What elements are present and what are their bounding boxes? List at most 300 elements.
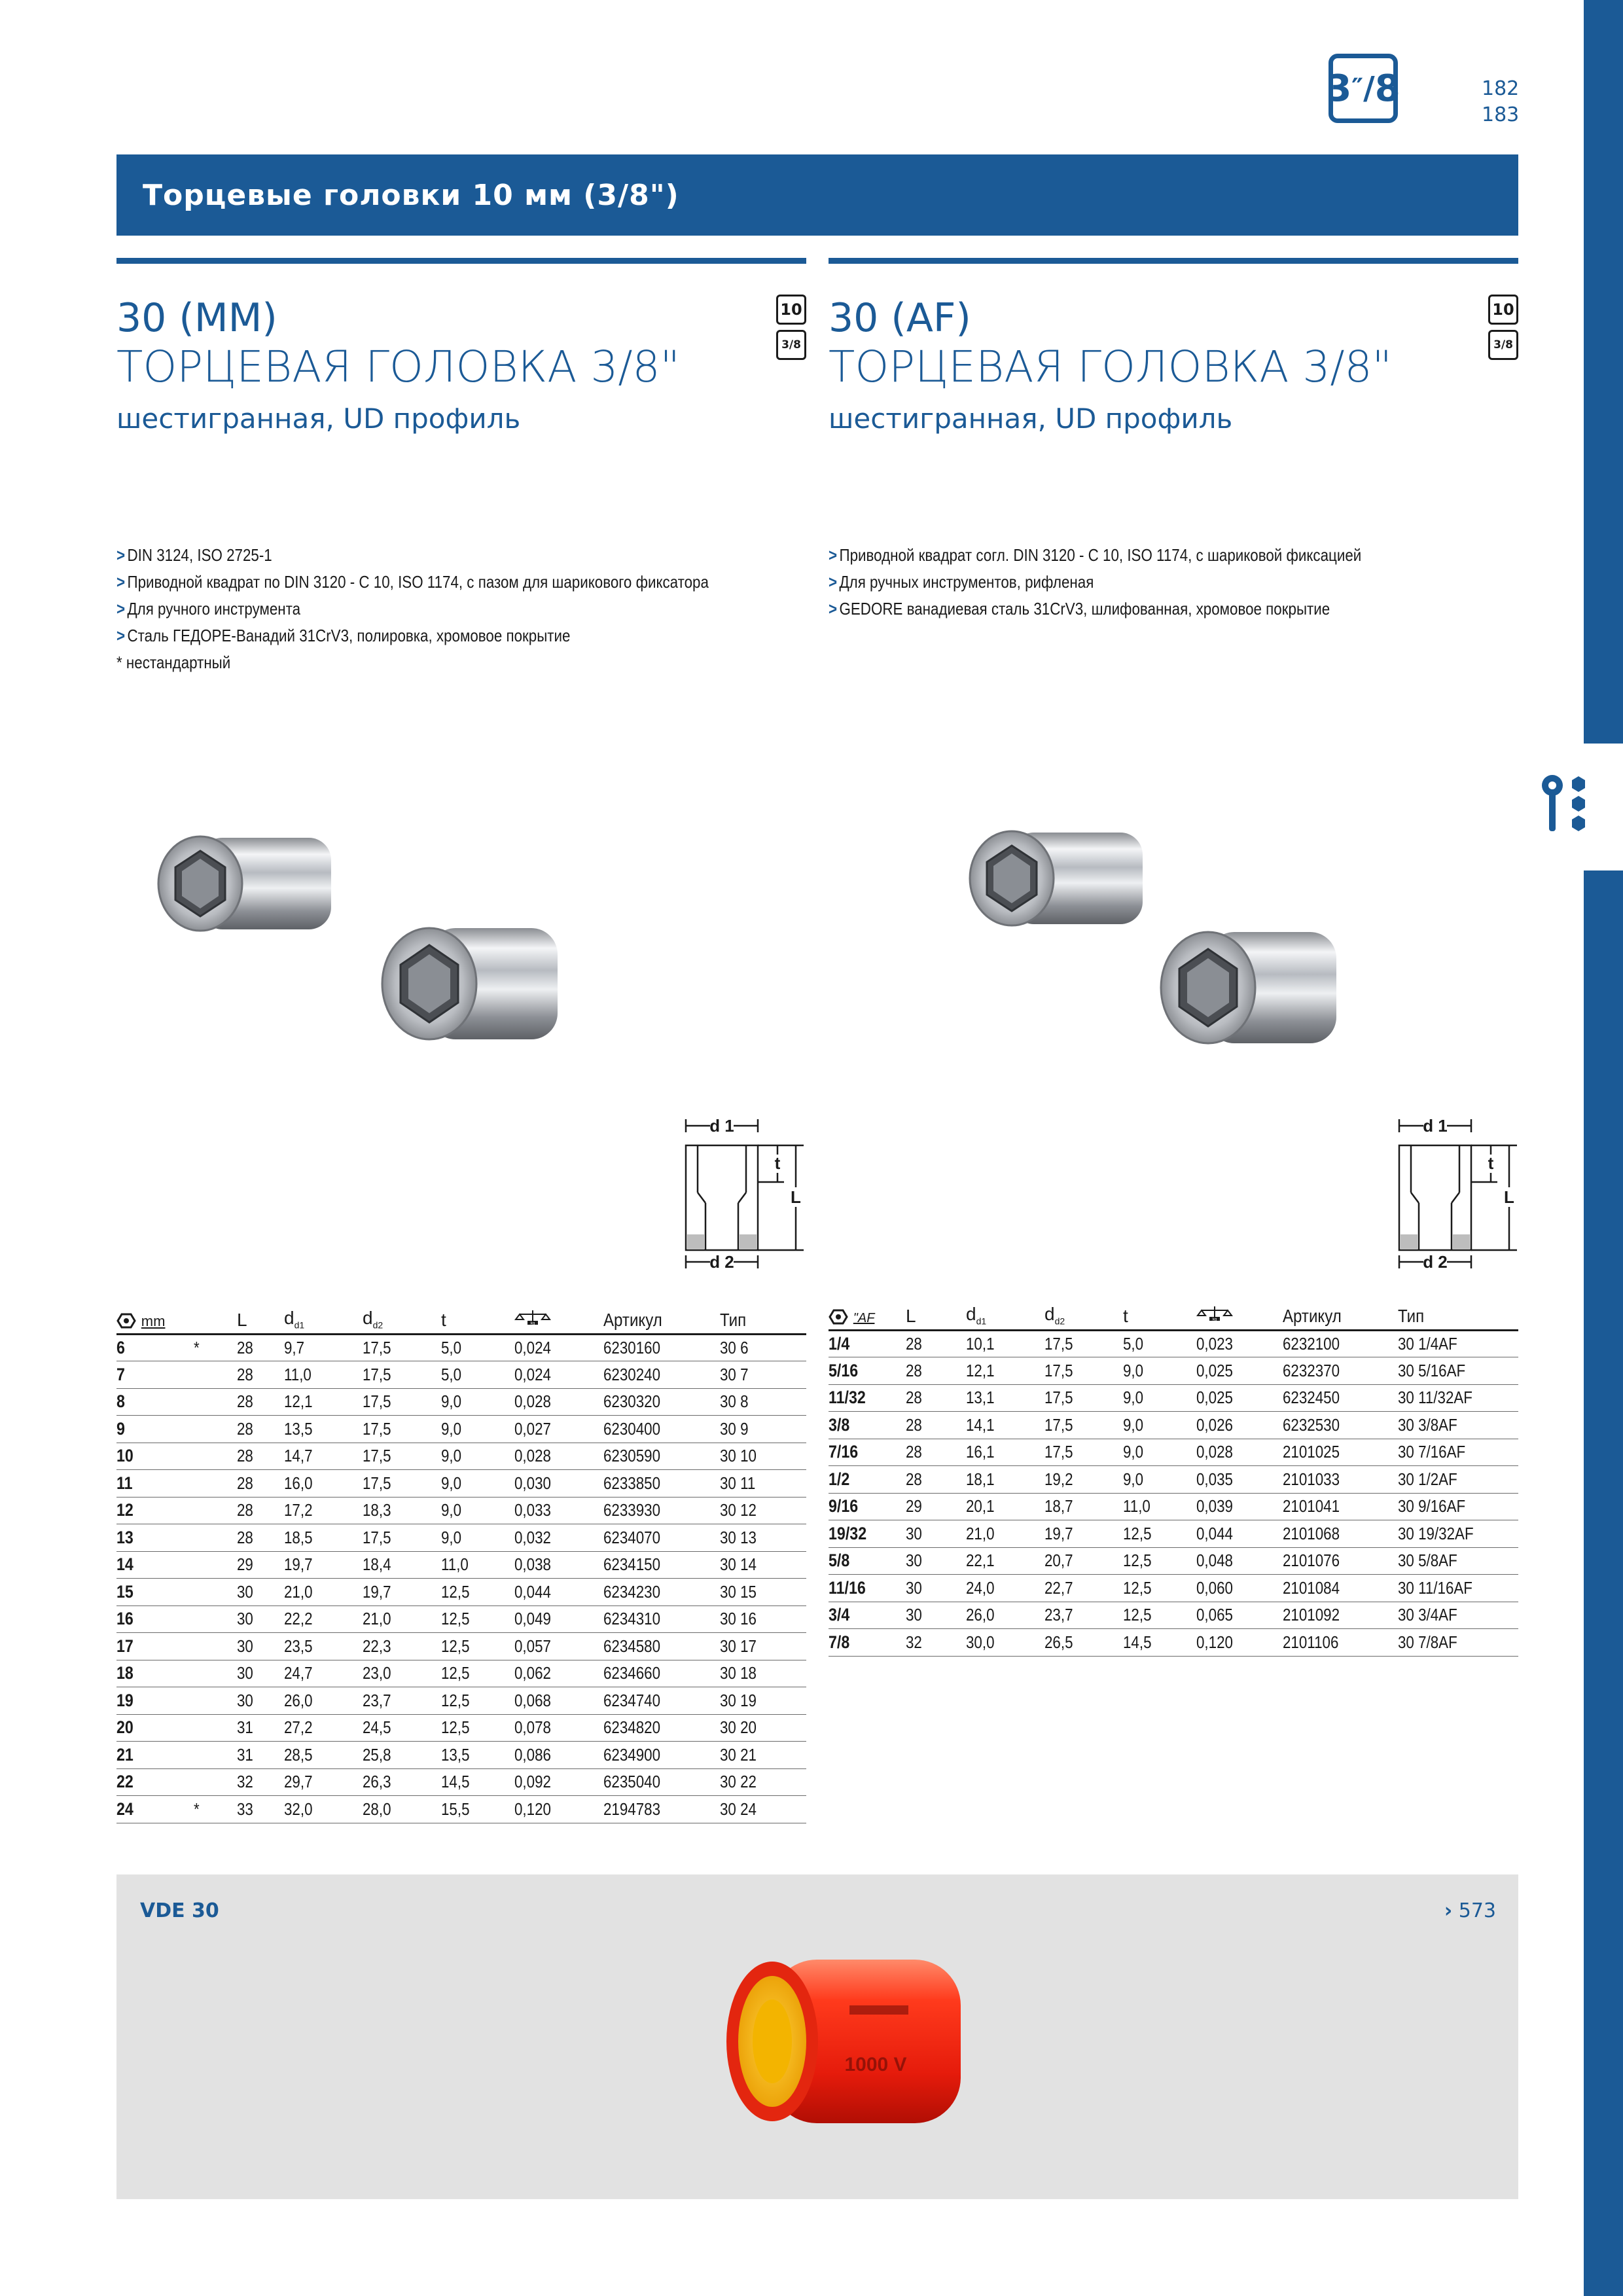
table-cell: 6 bbox=[116, 1334, 194, 1361]
scale-icon bbox=[514, 1309, 551, 1326]
table-cell: 6234310 bbox=[603, 1605, 720, 1633]
table-cell: 30 13 bbox=[720, 1524, 806, 1552]
vde-socket-image bbox=[712, 1946, 987, 2143]
table-cell: 12,5 bbox=[441, 1579, 514, 1606]
table-cell: 20,7 bbox=[1044, 1547, 1123, 1575]
table-cell: 0,025 bbox=[1196, 1357, 1283, 1385]
product-code: 30 (AF) bbox=[829, 295, 971, 341]
table-cell bbox=[194, 1660, 237, 1687]
col-d1: $d_{d1}$ bbox=[284, 1305, 363, 1334]
table-cell: 5/8 bbox=[829, 1547, 906, 1575]
table-row bbox=[116, 1579, 806, 1606]
col-length: L bbox=[237, 1305, 284, 1334]
drive-badge-10: 10 bbox=[1488, 295, 1518, 325]
table-cell: 2101068 bbox=[1283, 1520, 1398, 1548]
table-cell: 0,086 bbox=[514, 1742, 603, 1769]
table-cell: 13,1 bbox=[966, 1384, 1044, 1412]
table-cell: 16,1 bbox=[966, 1439, 1044, 1466]
table-cell: 9,0 bbox=[441, 1524, 514, 1552]
table-row bbox=[116, 1443, 806, 1470]
table-cell: 19,7 bbox=[363, 1579, 441, 1606]
table-row bbox=[116, 1551, 806, 1579]
col-size-label: mm bbox=[141, 1312, 166, 1329]
feature-item: > Сталь ГЕДОРЕ-Ванадий 31CrV3, полировка, хромовое покрытие bbox=[116, 626, 571, 645]
badge-mark: ″ bbox=[1351, 73, 1364, 103]
table-cell: 5,0 bbox=[441, 1361, 514, 1389]
table-cell: 28 bbox=[237, 1334, 284, 1361]
table-row bbox=[116, 1497, 806, 1524]
table-cell: 0,060 bbox=[1196, 1575, 1283, 1602]
table-cell: 2101025 bbox=[1283, 1439, 1398, 1466]
table-cell: 0,023 bbox=[1196, 1330, 1283, 1357]
table-cell: 17 bbox=[116, 1633, 194, 1660]
product-left bbox=[116, 258, 806, 672]
table-cell bbox=[194, 1361, 237, 1389]
table-cell: 6230240 bbox=[603, 1361, 720, 1389]
table-cell: 5,0 bbox=[1123, 1330, 1196, 1357]
table-cell: 14 bbox=[116, 1551, 194, 1579]
dimension-drawing-right bbox=[1393, 1114, 1524, 1278]
table-cell: 32,0 bbox=[284, 1796, 363, 1823]
edge-bar-bottom bbox=[1584, 870, 1623, 2296]
table-cell: 11 bbox=[116, 1470, 194, 1498]
table-cell bbox=[194, 1497, 237, 1524]
table-cell: 6232530 bbox=[1283, 1412, 1398, 1439]
table-cell: 11/16 bbox=[829, 1575, 906, 1602]
table-cell: 18,7 bbox=[1044, 1493, 1123, 1520]
table-cell: 6235040 bbox=[603, 1768, 720, 1796]
table-row bbox=[116, 1388, 806, 1416]
table-cell: 30 22 bbox=[720, 1768, 806, 1796]
table-cell: 17,5 bbox=[363, 1361, 441, 1389]
table-row bbox=[829, 1384, 1518, 1412]
page-number-right: 183 bbox=[1482, 103, 1520, 126]
table-cell: 30 14 bbox=[720, 1551, 806, 1579]
table-cell: 9,0 bbox=[441, 1388, 514, 1416]
column-rule bbox=[116, 258, 806, 264]
drive-badge-10: 10 bbox=[776, 295, 806, 325]
chevron-right-icon: › bbox=[1444, 1899, 1453, 1922]
product-subtitle: шестигранная, UD профиль bbox=[116, 403, 521, 435]
table-cell: 30 12 bbox=[720, 1497, 806, 1524]
table-cell: 30 11 bbox=[720, 1470, 806, 1498]
table-cell: 18,4 bbox=[363, 1551, 441, 1579]
table-cell: 30 21 bbox=[720, 1742, 806, 1769]
dim-label-t: t bbox=[1488, 1153, 1494, 1173]
table-cell: 7/8 bbox=[829, 1629, 906, 1657]
col-size-label: "AF bbox=[853, 1310, 875, 1325]
table-cell: 30 11/32AF bbox=[1398, 1384, 1518, 1412]
table-cell: 12,5 bbox=[1123, 1520, 1196, 1548]
feature-list bbox=[116, 542, 806, 676]
table-row bbox=[829, 1629, 1518, 1657]
table-cell: 30 bbox=[906, 1520, 966, 1548]
table-cell: 17,5 bbox=[1044, 1330, 1123, 1357]
table-header bbox=[829, 1301, 1518, 1330]
table-cell: 9,0 bbox=[441, 1416, 514, 1443]
feature-item: > Приводной квадрат согл. DIN 3120 - C 10, ISO 1174, с шариковой фиксацией bbox=[829, 545, 1362, 565]
table-cell: 30 15 bbox=[720, 1579, 806, 1606]
table-cell: 9 bbox=[116, 1416, 194, 1443]
table-cell: 10,1 bbox=[966, 1330, 1044, 1357]
table-cell: * bbox=[194, 1334, 237, 1361]
table-cell: 30 7/8AF bbox=[1398, 1629, 1518, 1657]
col-article: Артикул bbox=[1283, 1301, 1398, 1330]
table-cell: 31 bbox=[237, 1742, 284, 1769]
table-cell: 6230400 bbox=[603, 1416, 720, 1443]
table-cell: 0,025 bbox=[1196, 1384, 1283, 1412]
table-cell: 32 bbox=[237, 1768, 284, 1796]
table-cell: 26,0 bbox=[966, 1602, 1044, 1629]
table-cell: 30 7 bbox=[720, 1361, 806, 1389]
table-cell: 6233930 bbox=[603, 1497, 720, 1524]
footnote: * нестандартный bbox=[116, 653, 231, 672]
table-cell: 9,0 bbox=[441, 1470, 514, 1498]
table-cell: 30 18 bbox=[720, 1660, 806, 1687]
table-cell: 9,0 bbox=[441, 1497, 514, 1524]
feature-item: > Для ручного инструмента bbox=[116, 599, 301, 619]
table-cell: 6230320 bbox=[603, 1388, 720, 1416]
table-cell: 9,0 bbox=[1123, 1384, 1196, 1412]
table-cell: 1/2 bbox=[829, 1466, 906, 1494]
table-row bbox=[829, 1520, 1518, 1548]
table-cell: 18,1 bbox=[966, 1466, 1044, 1494]
table-row bbox=[829, 1357, 1518, 1385]
table-cell: 0,030 bbox=[514, 1470, 603, 1498]
table-cell: 0,049 bbox=[514, 1605, 603, 1633]
table-cell: 0,028 bbox=[1196, 1439, 1283, 1466]
table-cell: 14,5 bbox=[441, 1768, 514, 1796]
table-cell: 30 17 bbox=[720, 1633, 806, 1660]
table-cell: 26,3 bbox=[363, 1768, 441, 1796]
table-cell: 22 bbox=[116, 1768, 194, 1796]
product-code: 30 (MM) bbox=[116, 295, 277, 341]
table-cell bbox=[194, 1633, 237, 1660]
table-cell: 20 bbox=[116, 1714, 194, 1742]
dim-label-d1: d 1 bbox=[1423, 1116, 1448, 1136]
table-cell: 22,2 bbox=[284, 1605, 363, 1633]
scale-icon bbox=[1196, 1305, 1233, 1322]
table-cell: 12,5 bbox=[1123, 1547, 1196, 1575]
drive-badge-3-8: 3/8 bbox=[776, 330, 806, 360]
table-cell: 18 bbox=[116, 1660, 194, 1687]
col-size bbox=[116, 1305, 194, 1334]
table-cell: 13,5 bbox=[441, 1742, 514, 1769]
table-cell: 30 9 bbox=[720, 1416, 806, 1443]
table-cell: 6234150 bbox=[603, 1551, 720, 1579]
table-cell: 30 6 bbox=[720, 1334, 806, 1361]
table-row bbox=[116, 1660, 806, 1687]
table-cell: 30 11/16AF bbox=[1398, 1575, 1518, 1602]
table-cell: 19/32 bbox=[829, 1520, 906, 1548]
col-d1: $d_{d1}$ bbox=[966, 1301, 1044, 1330]
column-rule bbox=[829, 258, 1518, 264]
table-cell: 2101084 bbox=[1283, 1575, 1398, 1602]
table-cell: 0,033 bbox=[514, 1497, 603, 1524]
table-cell: 12 bbox=[116, 1497, 194, 1524]
svg-text:kg: kg bbox=[1212, 1318, 1217, 1321]
table-cell: 0,039 bbox=[1196, 1493, 1283, 1520]
dim-label-t: t bbox=[774, 1153, 781, 1173]
table-cell: 6232370 bbox=[1283, 1357, 1398, 1385]
table-cell: 12,1 bbox=[284, 1388, 363, 1416]
table-cell: 19,7 bbox=[1044, 1520, 1123, 1548]
table-cell: 0,024 bbox=[514, 1334, 603, 1361]
col-flag bbox=[194, 1305, 237, 1334]
table-cell: 9,0 bbox=[1123, 1466, 1196, 1494]
table-cell: 22,3 bbox=[363, 1633, 441, 1660]
hexagon-icon bbox=[116, 1313, 136, 1329]
table-cell: 31 bbox=[237, 1714, 284, 1742]
table-cell: 3/4 bbox=[829, 1602, 906, 1629]
table-cell: 30 8 bbox=[720, 1388, 806, 1416]
spec-table-metric bbox=[116, 1305, 806, 1823]
col-d2: $d_{d2}$ bbox=[363, 1305, 441, 1334]
feature-item: > Для ручных инструментов, рифленая bbox=[829, 572, 1094, 592]
table-cell: 1/4 bbox=[829, 1330, 906, 1357]
feature-item: > Приводной квадрат по DIN 3120 - C 10, ISO 1174, с пазом для шарикового фиксатора bbox=[116, 572, 709, 592]
table-row bbox=[116, 1416, 806, 1443]
table-cell: 30 1/4AF bbox=[1398, 1330, 1518, 1357]
table-cell: 21,0 bbox=[966, 1520, 1044, 1548]
table-cell: 30 bbox=[237, 1605, 284, 1633]
table-cell: 29,7 bbox=[284, 1768, 363, 1796]
table-cell: 24,5 bbox=[363, 1714, 441, 1742]
table-cell: 0,028 bbox=[514, 1388, 603, 1416]
table-cell: 17,5 bbox=[363, 1388, 441, 1416]
table-cell bbox=[194, 1605, 237, 1633]
table-row bbox=[829, 1439, 1518, 1466]
table-cell: 28 bbox=[906, 1384, 966, 1412]
table-cell: 2101041 bbox=[1283, 1493, 1398, 1520]
table-cell: 12,5 bbox=[1123, 1602, 1196, 1629]
table-cell: 0,062 bbox=[514, 1660, 603, 1687]
socket-image-large-right bbox=[1156, 925, 1352, 1050]
table-cell: 28 bbox=[906, 1330, 966, 1357]
feature-item: > GEDORE ванадиевая сталь 31CrV3, шлифованная, хромовое покрытие bbox=[829, 599, 1330, 619]
table-cell: 11,0 bbox=[441, 1551, 514, 1579]
table-cell: 28 bbox=[237, 1388, 284, 1416]
table-cell: 28 bbox=[906, 1439, 966, 1466]
col-type: Тип bbox=[1398, 1301, 1518, 1330]
table-cell: 6234820 bbox=[603, 1714, 720, 1742]
table-cell: 28 bbox=[237, 1497, 284, 1524]
table-cell: 28 bbox=[237, 1443, 284, 1470]
table-cell: 17,5 bbox=[1044, 1439, 1123, 1466]
table-cell bbox=[194, 1470, 237, 1498]
table-cell: 28 bbox=[906, 1412, 966, 1439]
table-cell: 30 7/16AF bbox=[1398, 1439, 1518, 1466]
socket-image-small-left bbox=[154, 831, 351, 936]
socket-wrench-icon bbox=[1538, 772, 1590, 844]
table-cell: 28 bbox=[237, 1524, 284, 1552]
section-title: Торцевые головки 10 мм (3/8") bbox=[143, 178, 679, 212]
table-cell: 12,5 bbox=[1123, 1575, 1196, 1602]
table-cell: 13 bbox=[116, 1524, 194, 1552]
table-cell bbox=[194, 1416, 237, 1443]
table-cell: 30 bbox=[237, 1660, 284, 1687]
table-cell: 12,5 bbox=[441, 1605, 514, 1633]
col-depth: t bbox=[441, 1305, 514, 1334]
table-cell: 29 bbox=[906, 1493, 966, 1520]
page-numbers bbox=[1482, 76, 1519, 128]
table-cell: 21,0 bbox=[284, 1579, 363, 1606]
table-cell: 30 3/8AF bbox=[1398, 1412, 1518, 1439]
table-cell: 30 bbox=[237, 1633, 284, 1660]
table-cell: 30 9/16AF bbox=[1398, 1493, 1518, 1520]
table-cell: 14,1 bbox=[966, 1412, 1044, 1439]
table-cell: 26,5 bbox=[1044, 1629, 1123, 1657]
table-cell: 6234740 bbox=[603, 1687, 720, 1715]
table-cell: 14,5 bbox=[1123, 1629, 1196, 1657]
table-cell: 12,5 bbox=[441, 1714, 514, 1742]
table-cell: 17,5 bbox=[363, 1416, 441, 1443]
table-cell: 18,3 bbox=[363, 1497, 441, 1524]
table-cell: 30 bbox=[237, 1579, 284, 1606]
table-cell bbox=[194, 1524, 237, 1552]
table-cell: 17,5 bbox=[1044, 1357, 1123, 1385]
vde-page-link[interactable] bbox=[1444, 1899, 1496, 1922]
table-cell: 24,0 bbox=[966, 1575, 1044, 1602]
table-cell: 30 20 bbox=[720, 1714, 806, 1742]
table-cell: 6230590 bbox=[603, 1443, 720, 1470]
table-cell: 23,0 bbox=[363, 1660, 441, 1687]
drive-badge-3-8: 3/8 bbox=[1488, 330, 1518, 360]
table-cell: 10 bbox=[116, 1443, 194, 1470]
table-cell: 30 5/16AF bbox=[1398, 1357, 1518, 1385]
table-cell: 29 bbox=[237, 1551, 284, 1579]
table-cell: 11,0 bbox=[284, 1361, 363, 1389]
table-cell: 28 bbox=[906, 1466, 966, 1494]
table-cell: 27,2 bbox=[284, 1714, 363, 1742]
hexagon-icon bbox=[829, 1309, 848, 1325]
table-cell: 30 bbox=[906, 1547, 966, 1575]
product-title: ТОРЦЕВАЯ ГОЛОВКА 3/8" bbox=[116, 342, 680, 392]
product-subtitle: шестигранная, UD профиль bbox=[829, 403, 1233, 435]
table-cell: 9/16 bbox=[829, 1493, 906, 1520]
table-row bbox=[116, 1334, 806, 1361]
dim-label-L: L bbox=[791, 1187, 801, 1207]
dim-label-d2: d 2 bbox=[709, 1252, 734, 1272]
table-cell: 2101092 bbox=[1283, 1602, 1398, 1629]
table-cell: 17,2 bbox=[284, 1497, 363, 1524]
table-cell: 15 bbox=[116, 1579, 194, 1606]
table-cell: 0,057 bbox=[514, 1633, 603, 1660]
table-cell: 17,5 bbox=[1044, 1412, 1123, 1439]
table-cell: 0,068 bbox=[514, 1687, 603, 1715]
table-cell: 9,7 bbox=[284, 1334, 363, 1361]
col-article: Артикул bbox=[603, 1305, 720, 1334]
table-cell: 30 19/32AF bbox=[1398, 1520, 1518, 1548]
table-cell: 0,027 bbox=[514, 1416, 603, 1443]
table-cell: 5,0 bbox=[441, 1334, 514, 1361]
table-cell: 0,044 bbox=[514, 1579, 603, 1606]
table-row bbox=[116, 1470, 806, 1498]
col-depth: t bbox=[1123, 1301, 1196, 1330]
table-cell: 23,5 bbox=[284, 1633, 363, 1660]
table-cell: 0,032 bbox=[514, 1524, 603, 1552]
table-cell: 30 24 bbox=[720, 1796, 806, 1823]
table-cell: 6232100 bbox=[1283, 1330, 1398, 1357]
table-cell: 28,5 bbox=[284, 1742, 363, 1769]
table-cell: 9,0 bbox=[1123, 1412, 1196, 1439]
table-cell: 20,1 bbox=[966, 1493, 1044, 1520]
vde-voltage-label: 1000 V bbox=[844, 2054, 907, 2075]
table-cell: 0,078 bbox=[514, 1714, 603, 1742]
feature-list bbox=[829, 542, 1518, 622]
table-cell: 33 bbox=[237, 1796, 284, 1823]
col-weight bbox=[1196, 1301, 1283, 1330]
table-cell: 19 bbox=[116, 1687, 194, 1715]
table-cell: 30 3/4AF bbox=[1398, 1602, 1518, 1629]
product-title: ТОРЦЕВАЯ ГОЛОВКА 3/8" bbox=[829, 342, 1392, 392]
table-row bbox=[116, 1633, 806, 1660]
table-cell: 12,5 bbox=[441, 1660, 514, 1687]
socket-image-large-left bbox=[377, 922, 573, 1046]
table-cell: 9,0 bbox=[1123, 1439, 1196, 1466]
table-cell: 28,0 bbox=[363, 1796, 441, 1823]
table-cell bbox=[194, 1768, 237, 1796]
table-cell: 30 bbox=[906, 1602, 966, 1629]
col-size bbox=[829, 1301, 906, 1330]
socket-image-small-right bbox=[966, 826, 1162, 931]
vde-page-number: 573 bbox=[1458, 1899, 1496, 1922]
table-row bbox=[116, 1524, 806, 1552]
table-cell: 11/32 bbox=[829, 1384, 906, 1412]
table-cell: 3/8 bbox=[829, 1412, 906, 1439]
table-header bbox=[116, 1305, 806, 1334]
table-cell: 16,0 bbox=[284, 1470, 363, 1498]
dim-label-d2: d 2 bbox=[1423, 1252, 1448, 1272]
table-cell: 6233850 bbox=[603, 1470, 720, 1498]
table-cell bbox=[194, 1714, 237, 1742]
table-row bbox=[116, 1714, 806, 1742]
table-row bbox=[116, 1796, 806, 1823]
table-cell: 12,5 bbox=[441, 1687, 514, 1715]
section-header bbox=[116, 154, 1518, 236]
table-cell bbox=[194, 1551, 237, 1579]
table-cell: 17,5 bbox=[363, 1524, 441, 1552]
table-cell: 30 10 bbox=[720, 1443, 806, 1470]
table-cell: 24,7 bbox=[284, 1660, 363, 1687]
drive-badges bbox=[776, 295, 806, 360]
table-cell: 32 bbox=[906, 1629, 966, 1657]
table-cell: 17,5 bbox=[1044, 1384, 1123, 1412]
table-cell: 23,7 bbox=[1044, 1602, 1123, 1629]
table-cell: 0,048 bbox=[1196, 1547, 1283, 1575]
table-cell: 0,092 bbox=[514, 1768, 603, 1796]
page-number-left: 182 bbox=[1482, 77, 1520, 100]
table-cell: 15,5 bbox=[441, 1796, 514, 1823]
table-cell: 0,120 bbox=[1196, 1629, 1283, 1657]
col-d2: $d_{d2}$ bbox=[1044, 1301, 1123, 1330]
table-cell: 0,024 bbox=[514, 1361, 603, 1389]
table-row bbox=[116, 1687, 806, 1715]
table-cell: 17,5 bbox=[363, 1443, 441, 1470]
table-cell: 2101076 bbox=[1283, 1547, 1398, 1575]
table-cell: 22,7 bbox=[1044, 1575, 1123, 1602]
table-row bbox=[829, 1412, 1518, 1439]
table-row bbox=[829, 1602, 1518, 1629]
table-cell: 30 5/8AF bbox=[1398, 1547, 1518, 1575]
table-cell: 24 bbox=[116, 1796, 194, 1823]
table-row bbox=[116, 1605, 806, 1633]
table-cell: 26,0 bbox=[284, 1687, 363, 1715]
table-row bbox=[829, 1466, 1518, 1494]
table-cell: 6230160 bbox=[603, 1334, 720, 1361]
table-cell: 7/16 bbox=[829, 1439, 906, 1466]
table-cell: 14,7 bbox=[284, 1443, 363, 1470]
